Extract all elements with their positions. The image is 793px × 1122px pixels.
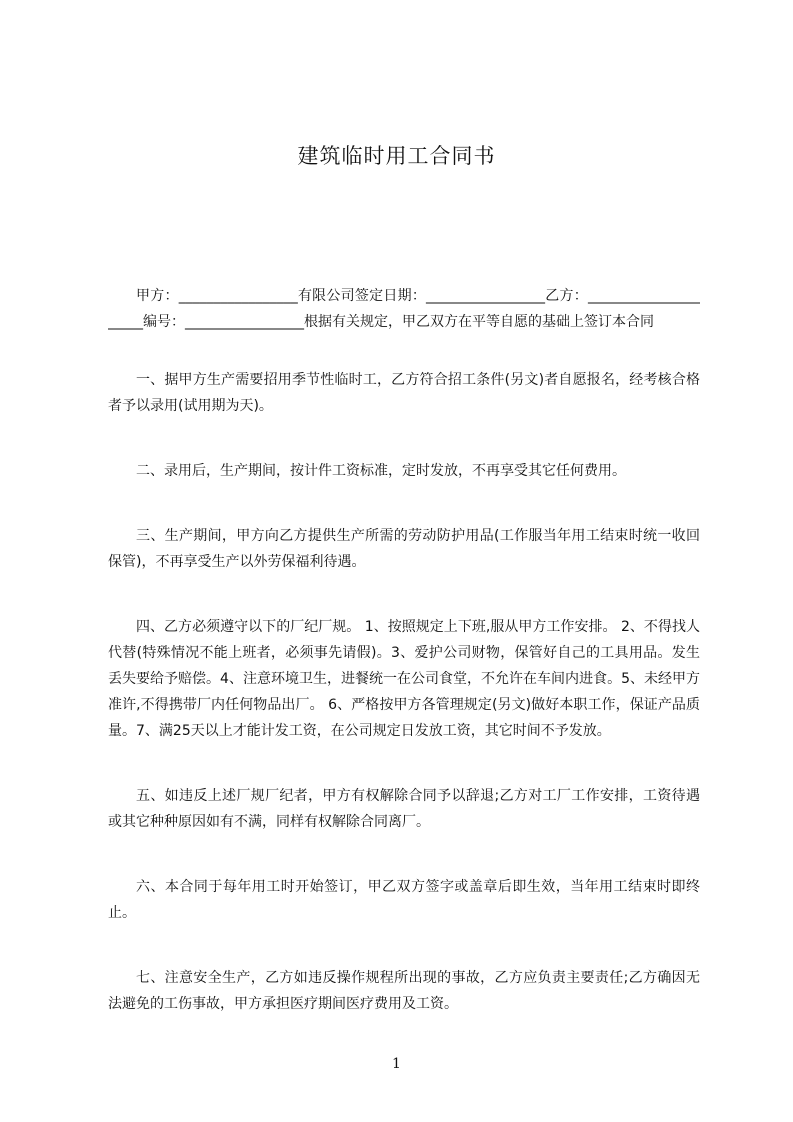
clause-4-paragraph: 四、乙方必须遵守以下的厂纪厂规。 1、按照规定上下班,服从甲方工作安排。 2、不得找人代替(特殊情况不能上班者，必须事先请假)。3、爱护公司财物，保管好自己的工具用品。发生丢失要给予赔偿。4、注意环境卫生，进餐统一在公司食堂，不允许在车间内进食。5、未经甲方准许,不得携带厂内任何物品出厂。 6、严格按甲方各管理规定(另文)做好本职工作，保证产品质量。7、满25天以上才能计发工资，在公司规定日发放工资，其它时间不予发放。 bbox=[108, 619, 700, 739]
clause-5-paragraph: 五、如违反上述厂规厂纪者，甲方有权解除合同予以辞退;乙方对工厂工作安排，工资待遇或其它种种原因如有不满，同样有权解除合同离厂。 bbox=[108, 788, 700, 830]
clause-7-paragraph: 七、注意安全生产，乙方如违反操作规程所出现的事故，乙方应负责主要责任;乙方确因无法避免的工伤事故，甲方承担医疗期间医疗费用及工资。 bbox=[108, 970, 700, 1012]
page-number: 1 bbox=[392, 1056, 401, 1072]
clause-2-paragraph: 二、录用后，生产期间，按计件工资标准，定时发放，不再享受其它任何费用。 bbox=[136, 463, 626, 479]
contract-parties-paragraph: 甲方：_________________有限公司签定日期：_________________乙方：_____________________编号：_________________根据有关规定，甲乙双方在平等自愿的基础上签订本合同 bbox=[108, 288, 700, 330]
clause-6-paragraph: 六、本合同于每年用工时开始签订，甲乙双方签字或盖章后即生效，当年用工结束时即终止。 bbox=[108, 879, 700, 921]
clause-3-paragraph: 三、生产期间，甲方向乙方提供生产所需的劳动防护用品(工作服当年用工结束时统一收回保管)，不再享受生产以外劳保福利待遇。 bbox=[108, 528, 700, 570]
document-title: 建筑临时用工合同书 bbox=[297, 144, 496, 168]
clause-1-paragraph: 一、据甲方生产需要招用季节性临时工，乙方符合招工条件(另文)者自愿报名，经考核合格者予以录用(试用期为天)。 bbox=[108, 372, 700, 414]
document-body bbox=[108, 283, 700, 1023]
